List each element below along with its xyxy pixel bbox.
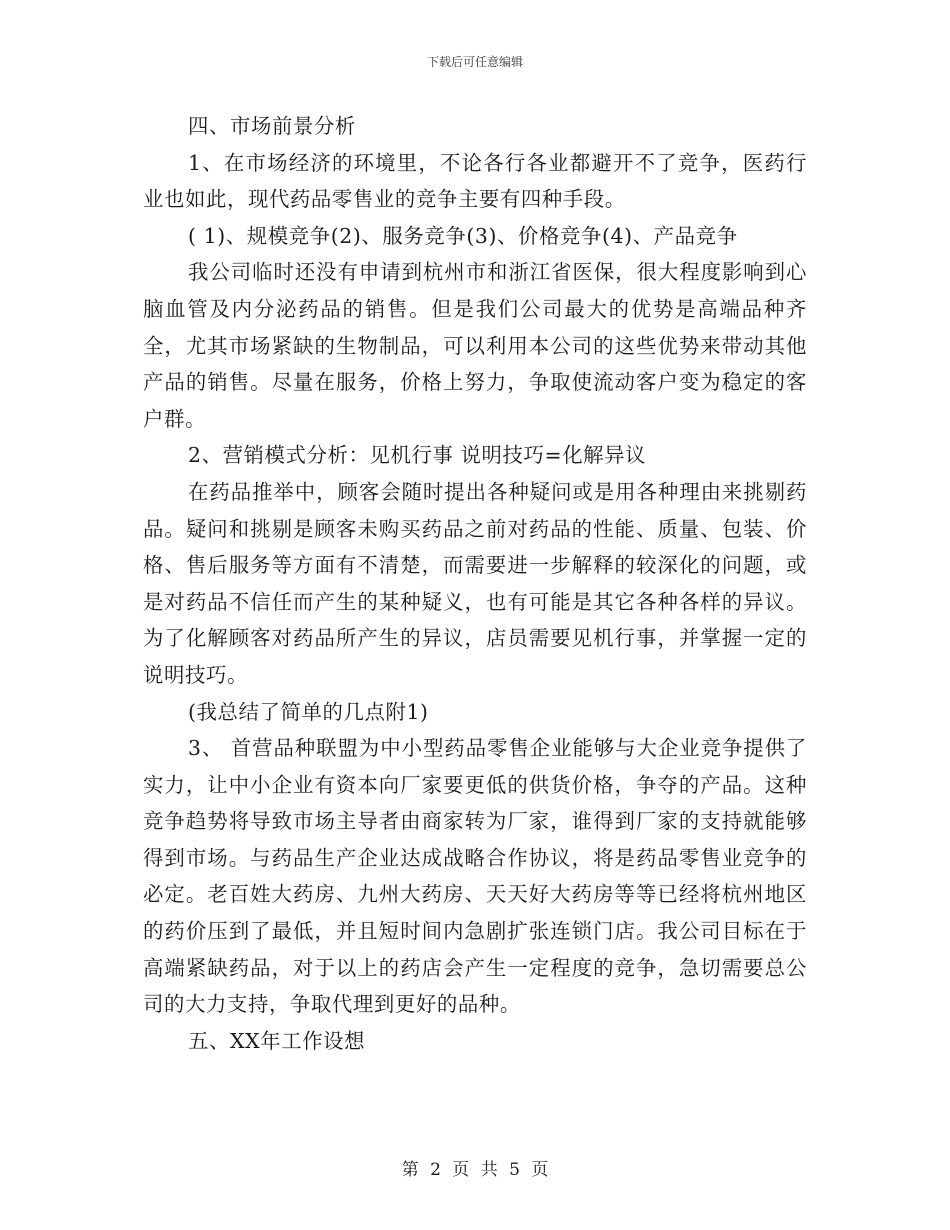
- paragraph-handling-objections: 在药品推举中，顾客会随时提出各种疑问或是用各种理由来挑剔药品。疑问和挑剔是顾客未购买药品之前对药品的性能、质量、包装、价格、售后服务等方面有不清楚，而需要进一步解释的较深化的问题，或是对药品不信任而产生的某种疑义，也有可能是其它各种各样的异议。为了化解顾客对药品所产生的异议，店员需要见机行事，并掌握一定的说明技巧。: [143, 479, 807, 687]
- paragraph-appendix-note: (我总结了简单的几点附1): [188, 699, 429, 724]
- page-number-footer: 第 2 页 共 5 页: [401, 1160, 549, 1180]
- paragraph-competition-intro: 1、在市场经济的环境里，不论各行各业都避开不了竞争，医药行业也如此，现代药品零售业的竞争主要有四种手段。: [143, 150, 807, 212]
- page-header-note: 下载后可任意编辑: [426, 55, 523, 69]
- paragraph-alliance-strategy: 3、 首营品种联盟为中小型药品零售企业能够与大企业竞争提供了实力，让中小企业有资本向厂家要更低的供货价格，争夺的产品。这种竞争趋势将导致市场主导者由商家转为厂家，谁得到厂家的支持就能够得到市场。与药品生产企业达成战略合作协议，将是药品零售业竞争的必定。老百姓大药房、九州大药房、天天好大药房等等已经将杭州地区的药价压到了最低，并且短时间内急剧扩张连锁门店。我公司目标在于高端紧缺药品，对于以上的药店会产生一定程度的竞争，急切需要总公司的大力支持，争取代理到更好的品种。: [143, 736, 807, 1017]
- section-heading-market-outlook: 四、市场前景分析: [188, 114, 356, 138]
- paragraph-company-situation: 我公司临时还没有申请到杭州市和浙江省医保，很大程度影响到心脑血管及内分泌药品的销售。但是我们公司最大的优势是高端品种齐全，尤其市场紧缺的生物制品，可以利用本公司的这些优势来带动其他产品的销售。尽量在服务，价格上努力，争取使流动客户变为稳定的客户群。: [143, 260, 807, 431]
- paragraph-competition-types: ( 1)、规模竞争(2)、服务竞争(3)、价格竞争(4)、产品竞争: [188, 223, 738, 248]
- document-body: [143, 108, 807, 1059]
- section-heading-work-plan: 五、XX年工作设想: [188, 1028, 366, 1053]
- paragraph-marketing-model: 2、营销模式分析：见机行事 说明技巧=化解异议: [188, 443, 647, 468]
